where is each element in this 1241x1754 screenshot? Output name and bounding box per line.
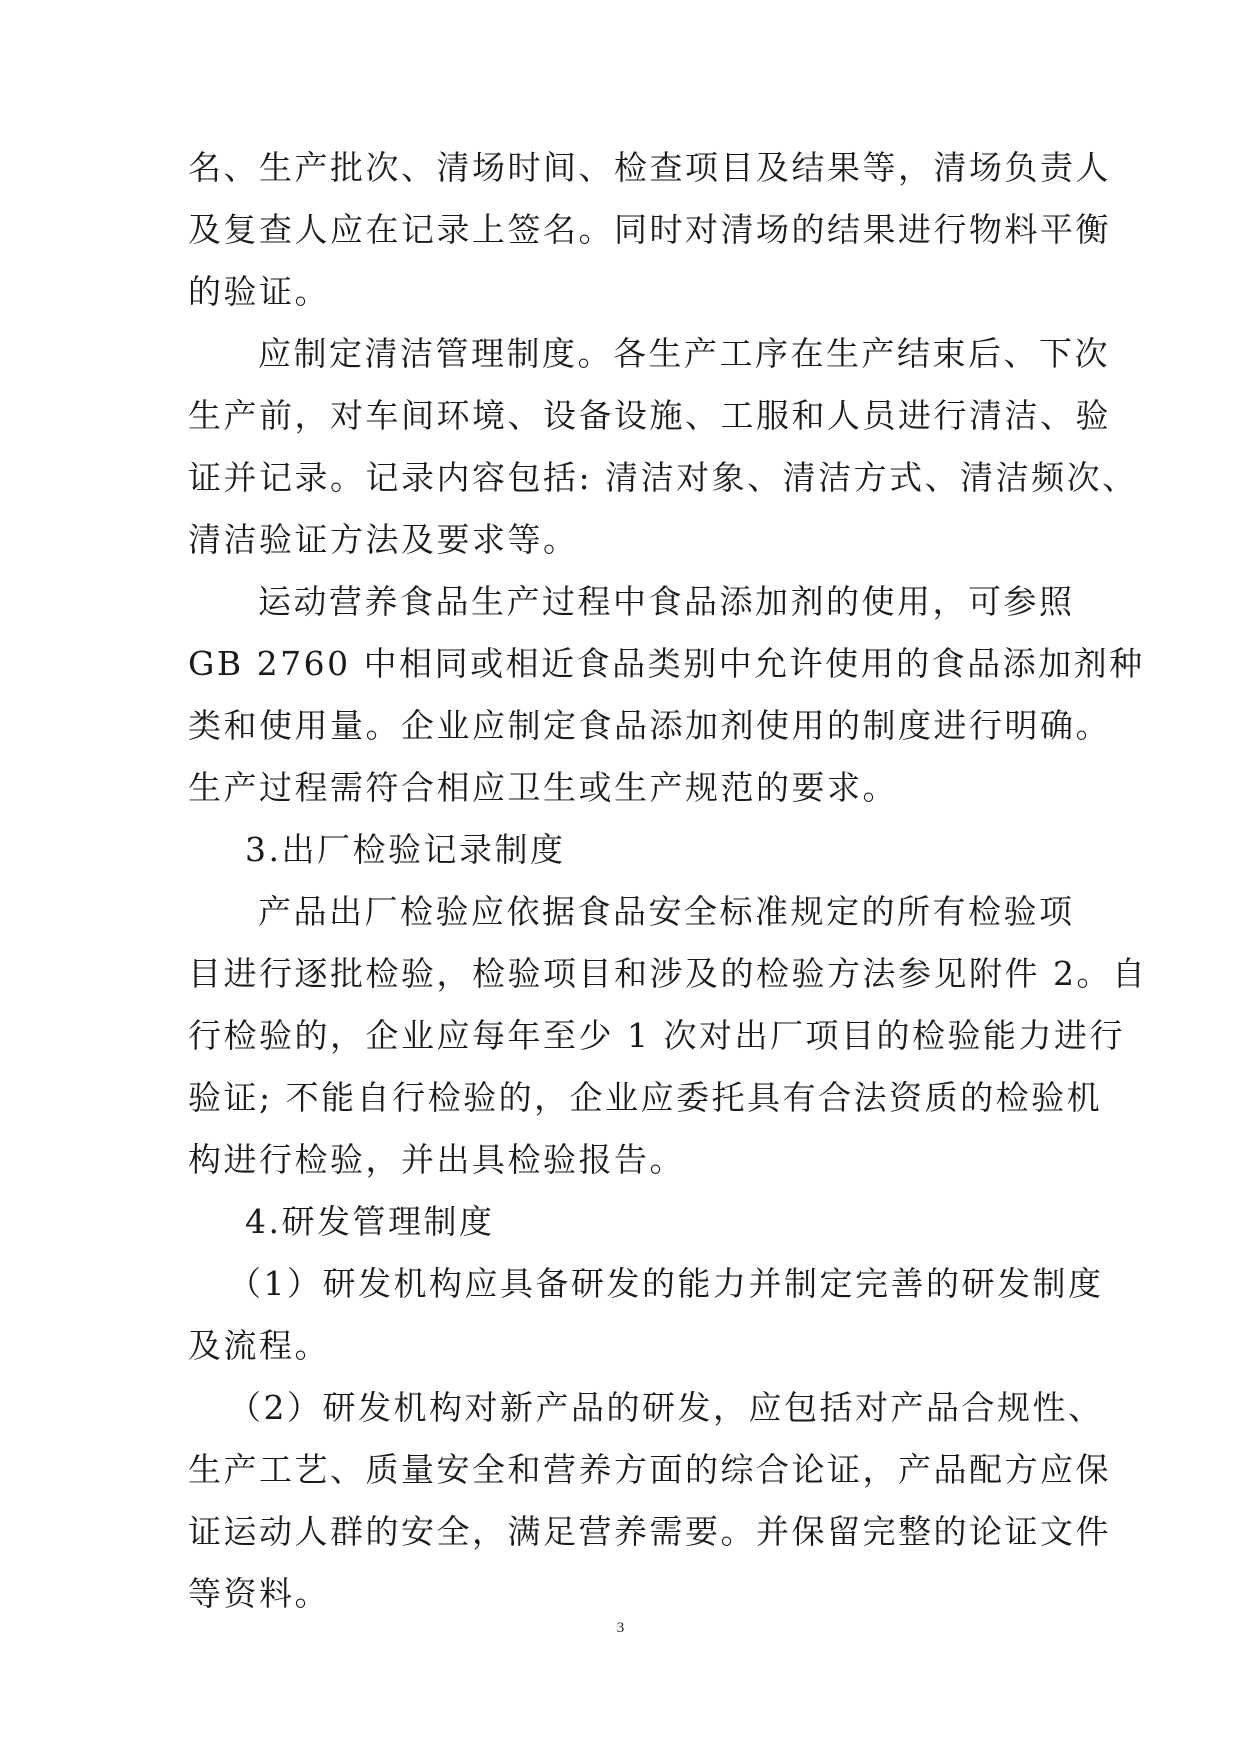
text-line: 生产前，对车间环境、设备设施、工服和人员进行清洁、验 xyxy=(188,396,1111,435)
paragraph-start-line: 应制定清洁管理制度。各生产工序在生产结束后、下次 xyxy=(258,334,1110,373)
paragraph-start-line: 运动营养食品生产过程中食品添加剂的使用，可参照 xyxy=(258,582,1075,621)
text-line: GB 2760 中相同或相近食品类别中允许使用的食品添加剂种 xyxy=(188,644,1145,683)
text-line: 构进行检验，并出具检验报告。 xyxy=(188,1140,685,1179)
text-line: 的验证。 xyxy=(188,272,330,311)
text-line: 证并记录。记录内容包括: 清洁对象、清洁方式、清洁频次、 xyxy=(188,458,1138,497)
text-line: 名、生产批次、清场时间、检查项目及结果等，清场负责人 xyxy=(188,148,1111,187)
list-item-line: （2）研发机构对新产品的研发，应包括对产品合规性、 xyxy=(228,1388,1104,1427)
section-heading: 3.出厂检验记录制度 xyxy=(245,830,566,869)
list-item-line: （1）研发机构应具备研发的能力并制定完善的研发制度 xyxy=(228,1264,1104,1303)
text-line: 及复查人应在记录上签名。同时对清场的结果进行物料平衡 xyxy=(188,210,1111,249)
section-heading: 4.研发管理制度 xyxy=(245,1202,495,1241)
text-line: 目进行逐批检验，检验项目和涉及的检验方法参见附件 2。自 xyxy=(188,954,1148,993)
text-line: 清洁验证方法及要求等。 xyxy=(188,520,579,559)
page-number: 3 xyxy=(616,1620,625,1636)
text-line: 行检验的，企业应每年至少 1 次对出厂项目的检验能力进行 xyxy=(188,1016,1125,1055)
text-line: 生产过程需符合相应卫生或生产规范的要求。 xyxy=(188,768,898,807)
text-line: 生产工艺、质量安全和营养方面的综合论证，产品配方应保 xyxy=(188,1450,1111,1489)
paragraph-start-line: 产品出厂检验应依据食品安全标准规定的所有检验项 xyxy=(258,892,1075,931)
text-line: 及流程。 xyxy=(188,1326,330,1365)
text-line: 验证; 不能自行检验的，企业应委托具有合法资质的检验机 xyxy=(188,1078,1103,1117)
text-line: 证运动人群的安全，满足营养需要。并保留完整的论证文件 xyxy=(188,1512,1111,1551)
text-line: 等资料。 xyxy=(188,1574,330,1613)
text-line: 类和使用量。企业应制定食品添加剂使用的制度进行明确。 xyxy=(188,706,1111,745)
